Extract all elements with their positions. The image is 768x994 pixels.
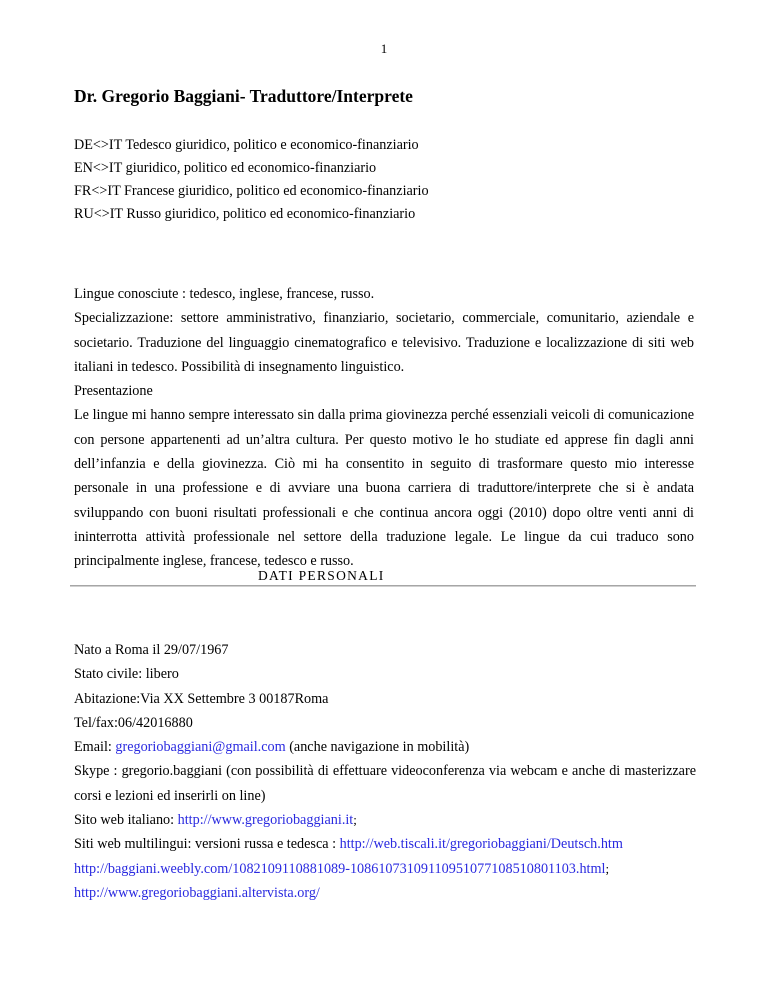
specialization-paragraph: Specializzazione: settore amministrativo, finanziario, societario, commerciale, comunitario, aziendale e societario. Traduzione del linguaggio cinematografico e televisivo. Traduzione e localizzazione di siti web italiani in tedesco. Possibilità di insegnamento linguistico.	[74, 310, 694, 375]
personal-data-section	[74, 638, 696, 905]
civil-status: Stato civile: libero	[74, 666, 179, 683]
language-pair-ru: RU<>IT Russo giuridico, politico ed economico-finanziario	[74, 206, 416, 222]
page-number: 1	[380, 41, 388, 56]
email-label: Email:	[74, 739, 116, 756]
address: Abitazione:Via XX Settembre 3 00187Roma	[74, 690, 329, 707]
site-russian-row	[74, 857, 696, 881]
languages-known: Lingue conosciute : tedesco, inglese, francese, russo.	[74, 286, 375, 302]
site-altervista-link[interactable]: http://www.gregoriobaggiani.altervista.org/	[74, 884, 320, 901]
site-italian-label: Sito web italiano:	[74, 812, 178, 829]
site-russian-link[interactable]: http://baggiani.weebly.com/1082109110881089-10861073109110951077108510801103.html	[74, 860, 606, 877]
site-italian-link[interactable]: http://www.gregoriobaggiani.it	[177, 812, 354, 829]
sites-multilingual-row	[74, 832, 696, 856]
site-italian-separator: ;	[353, 812, 357, 828]
email-link[interactable]: gregoriobaggiani@gmail.com	[115, 739, 286, 756]
site-russian-separator: ;	[605, 860, 610, 876]
sites-multilingual-label: Siti web multilingui: versioni russa e tedesca :	[74, 836, 340, 853]
language-pair-fr: FR<>IT Francese giuridico, politico ed economico-finanziario	[74, 183, 429, 199]
profile-section	[74, 282, 694, 574]
email-note: (anche navigazione in mobilità)	[285, 739, 470, 756]
site-altervista-row	[74, 881, 696, 905]
site-german-link[interactable]: http://web.tiscali.it/gregoriobaggiani/Deutsch.htm	[339, 836, 623, 853]
section-divider	[70, 585, 696, 587]
email-row	[74, 735, 696, 759]
language-pair-en: EN<>IT giuridico, politico ed economico-finanziario	[74, 160, 377, 176]
language-pair-de: DE<>IT Tedesco giuridico, politico e economico-finanziario	[74, 137, 419, 153]
language-pairs-list	[74, 134, 694, 226]
document-title: Dr. Gregorio Baggiani- Traduttore/Interprete	[74, 86, 413, 106]
presentation-paragraph: Le lingue mi hanno sempre interessato sin dalla prima giovinezza perché essenziali veicoli di comunicazione con persone appartenenti ad un’altra cultura. Per questo motivo le ho studiate ed apprese fin dagli anni dell’infanzia e della giovinezza. Ciò mi ha consentito in seguito di trasformare questo mio interesse personale in una professione e di avviare una buona carriera di traduttore/interprete che si è andata sviluppando con buoni risultati professionali e che continua ancora oggi (2010) dopo oltre venti anni di ininterrotta attività professionale nel settore della traduzione legale. Le lingue da cui traduco sono principalmente inglese, francese, tedesco e russo.	[74, 407, 694, 570]
birth-info: Nato a Roma il 29/07/1967	[74, 642, 229, 658]
skype-info: Skype : gregorio.baggiani (con possibilità di effettuare videoconferenza via webcam e anche di masterizzare corsi e lezioni ed inserirli on line)	[74, 763, 696, 804]
presentation-heading: Presentazione	[74, 383, 153, 400]
site-italian-row	[74, 808, 696, 832]
phone: Tel/fax:06/42016880	[74, 714, 193, 731]
personal-data-heading: DATI PERSONALI	[258, 568, 385, 583]
